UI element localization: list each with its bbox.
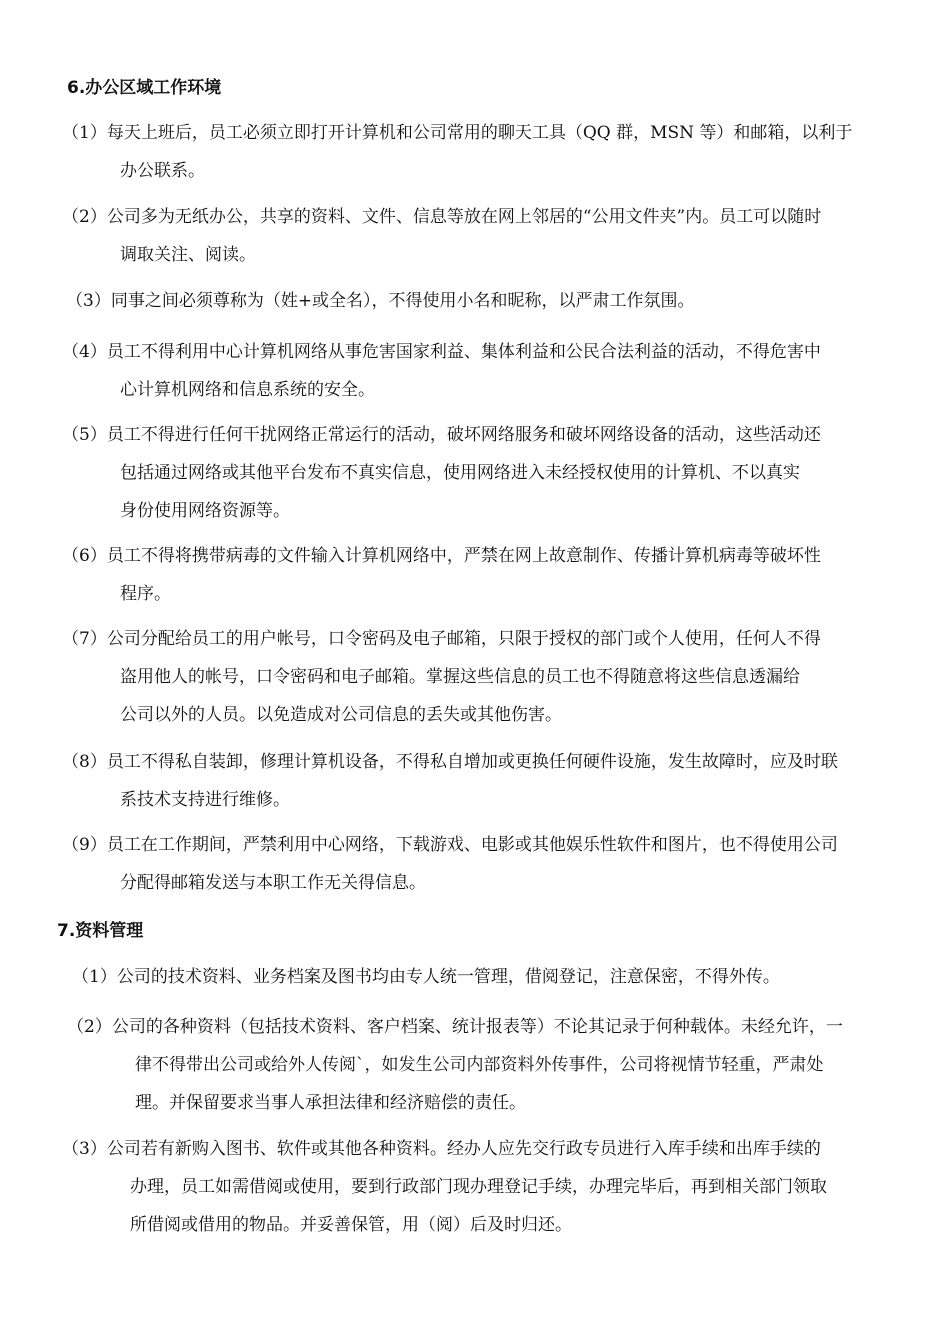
item-line: （4）员工不得利用中心计算机网络从事危害国家利益、集体利益和公民合法利益的活动，不得危害中 (62, 342, 821, 362)
section-6-item-2 (62, 198, 821, 274)
item-line: 系技术支持进行维修。 (120, 790, 290, 810)
item-line: （1）每天上班后，员工必须立即打开计算机和公司常用的聊天工具（QQ 群，MSN 等）和邮箱，以利于 (62, 123, 853, 143)
section-7-item-3 (62, 1130, 827, 1244)
item-line: （8）员工不得私自装卸，修理计算机设备，不得私自增加或更换任何硬件设施，发生故障时，应及时联 (62, 752, 838, 772)
section-6-item-5 (62, 416, 821, 530)
item-line: 身份使用网络资源等。 (120, 501, 290, 521)
section-6-item-1 (62, 114, 852, 190)
section-6-item-4 (62, 333, 821, 409)
section-7-heading: 7.资料管理 (57, 921, 144, 941)
item-line: （2）公司多为无纸办公，共享的资料、文件、信息等放在网上邻居的“公用文件夹”内。员工可以随时 (62, 207, 822, 227)
section-6-item-3 (66, 282, 695, 320)
section-6-heading: 6.办公区域工作环境 (67, 78, 222, 98)
item-line: 心计算机网络和信息系统的安全。 (120, 380, 375, 400)
item-line: 律不得带出公司或给外人传阅`，如发生公司内部资料外传事件，公司将视情节轻重，严肃处 (135, 1055, 824, 1075)
item-line: （5）员工不得进行任何干扰网络正常运行的活动，破坏网络服务和破坏网络设备的活动，这些活动还 (62, 425, 821, 445)
item-line: 所借阅或借用的物品。并妥善保管，用（阅）后及时归还。 (130, 1215, 572, 1235)
section-6-item-7 (62, 620, 821, 734)
section-6-item-9 (62, 826, 838, 902)
item-line: （2）公司的各种资料（包括技术资料、客户档案、统计报表等）不论其记录于何种载体。未经允许，一 (67, 1017, 843, 1037)
item-line: 办公联系。 (120, 161, 205, 181)
item-line: 盗用他人的帐号，口令密码和电子邮箱。掌握这些信息的员工也不得随意将这些信息透漏给 (120, 667, 800, 687)
item-line: （9）员工在工作期间，严禁利用中心网络，下载游戏、电影或其他娱乐性软件和图片，也不得使用公司 (62, 835, 838, 855)
section-7-item-1 (72, 958, 780, 996)
section-6-item-6 (62, 537, 821, 613)
item-line: （1）公司的技术资料、业务档案及图书均由专人统一管理，借阅登记，注意保密，不得外传。 (72, 967, 780, 987)
item-line: 公司以外的人员。以免造成对公司信息的丢失或其他伤害。 (120, 705, 562, 725)
item-line: （7）公司分配给员工的用户帐号，口令密码及电子邮箱，只限于授权的部门或个人使用，任何人不得 (62, 629, 821, 649)
item-line: 理。并保留要求当事人承担法律和经济赔偿的责任。 (135, 1093, 526, 1113)
item-line: （3）公司若有新购入图书、软件或其他各种资料。经办人应先交行政专员进行入库手续和出库手续的 (62, 1139, 821, 1159)
item-line: （6）员工不得将携带病毒的文件输入计算机网络中，严禁在网上故意制作、传播计算机病毒等破坏性 (62, 546, 821, 566)
item-line: 调取关注、阅读。 (120, 245, 256, 265)
section-7-item-2 (67, 1008, 843, 1122)
item-line: 程序。 (120, 584, 171, 604)
item-line: 包括通过网络或其他平台发布不真实信息，使用网络进入未经授权使用的计算机、不以真实 (120, 463, 800, 483)
section-6-item-8 (62, 743, 838, 819)
item-line: （3）同事之间必须尊称为（姓+或全名），不得使用小名和昵称，以严肃工作氛围。 (66, 291, 695, 311)
item-line: 办理，员工如需借阅或使用，要到行政部门现办理登记手续，办理完毕后，再到相关部门领取 (130, 1177, 827, 1197)
item-line: 分配得邮箱发送与本职工作无关得信息。 (120, 873, 426, 893)
